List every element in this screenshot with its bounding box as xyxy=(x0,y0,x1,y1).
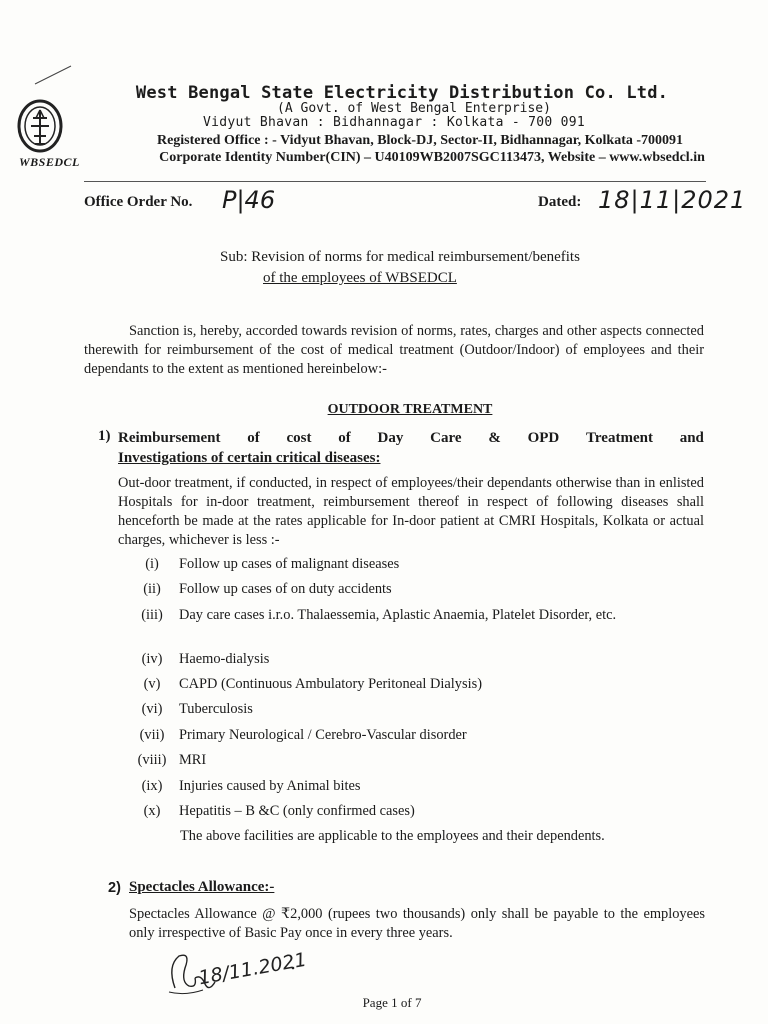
list-item-text: Injuries caused by Animal bites xyxy=(179,778,361,794)
list-item-number: (x) xyxy=(143,803,161,819)
cin-line: Corporate Identity Number(CIN) – U40109WB2007SGC113473, Website – www.wbsedcl.in xyxy=(159,150,705,165)
list-item-number: (ix) xyxy=(141,778,163,794)
header-divider xyxy=(84,181,706,182)
list-item-number: (vii) xyxy=(139,727,165,743)
section-1-heading-line-2: Investigations of certain critical diseases: xyxy=(118,450,381,466)
section-2-number: 2) xyxy=(108,880,121,896)
order-date: 18|11|2021 xyxy=(598,186,747,214)
list-item-text: Tuberculosis xyxy=(179,701,253,717)
list-item-text: Follow up cases of malignant diseases xyxy=(179,556,400,572)
section-2-body: Spectacles Allowance @ ₹2,000 (rupees two thousands) only shall be payable to the employees only irrespective of Basic Pay once in every three years. xyxy=(129,906,705,941)
heading-word: and xyxy=(679,430,704,446)
section-1-number: 1) xyxy=(98,428,111,444)
list-item-text: Day care cases i.r.o. Thalaessemia, Aplastic Anaemia, Platelet Disorder, etc. xyxy=(179,607,617,623)
section-title: OUTDOOR TREATMENT xyxy=(327,402,493,417)
page-number xyxy=(0,995,768,1011)
list-item-number: (iii) xyxy=(141,607,163,623)
subject-line-1: Sub: Revision of norms for medical reimbursement/benefits xyxy=(220,249,580,265)
company-address: Vidyut Bhavan : Bidhannagar : Kolkata - 700 091 xyxy=(203,115,585,130)
list-item-text: MRI xyxy=(179,752,207,768)
page-label: Page xyxy=(362,995,392,1010)
office-order-label: Office Order No. xyxy=(84,194,193,210)
heading-word: Care xyxy=(430,430,462,446)
section-2-heading: Spectacles Allowance:- xyxy=(129,879,275,895)
list-item-text: Follow up cases of on duty accidents xyxy=(179,581,392,597)
section-1-heading-line-1 xyxy=(118,428,704,448)
intro-paragraph: Sanction is, hereby, accorded towards revision of norms, rates, charges and other aspects connected therewith for reimbursement of the cost of medical treatment (Outdoor/Indoor) of employees and their dependants to the extent as mentioned hereinbelow:- xyxy=(84,323,704,377)
current-page: 1 xyxy=(391,995,398,1010)
total-pages: 7 xyxy=(414,995,422,1010)
heading-word: of xyxy=(338,430,351,446)
list-item-number: (viii) xyxy=(137,752,167,768)
company-name: West Bengal State Electricity Distribution Co. Ltd. xyxy=(135,83,669,103)
heading-word: OPD xyxy=(527,430,560,446)
list-item-text: Primary Neurological / Cerebro-Vascular disorder xyxy=(179,727,467,743)
heading-word: Day xyxy=(377,430,404,446)
heading-word: of xyxy=(247,430,260,446)
list-item-number: (iv) xyxy=(141,651,163,667)
dated-label: Dated: xyxy=(538,194,582,210)
list-item-number: (i) xyxy=(145,556,159,572)
section-1-heading xyxy=(118,428,704,468)
list-item-number: (ii) xyxy=(143,581,161,597)
list-item-text: Hepatitis – B &C (only confirmed cases) xyxy=(179,803,415,819)
list-item-number: (vi) xyxy=(141,701,163,717)
signature-date: 18/11.2021 xyxy=(196,948,309,990)
logo-text: WBSEDCL xyxy=(19,155,80,169)
list-item-text: CAPD (Continuous Ambulatory Peritoneal Dialysis) xyxy=(179,676,482,692)
list-item-number: (v) xyxy=(143,676,161,692)
section-1-body: Out-door treatment, if conducted, in respect of employees/their dependants otherwise than in enlisted Hospitals for in-door treatment, reimbursement thereof in respect of following diseases shall henceforth be made at the rates applicable for In-door patient at CMRI Hospitals, Kolkata or actual charges, whichever is less :- xyxy=(118,475,704,548)
office-order-number: P|46 xyxy=(222,186,276,214)
heading-word: Treatment xyxy=(586,430,653,446)
heading-word: Reimbursement xyxy=(118,430,221,446)
registered-office: Registered Office : - Vidyut Bhavan, Block-DJ, Sector-II, Bidhannagar, Kolkata -700091 xyxy=(156,133,684,148)
heading-word: cost xyxy=(286,430,312,446)
heading-word: & xyxy=(488,430,501,446)
section-1-applicability-note: The above facilities are applicable to the employees and their dependents. xyxy=(180,828,605,844)
govt-enterprise-line: (A Govt. of West Bengal Enterprise) xyxy=(277,101,551,116)
subject-line-2: of the employees of WBSEDCL xyxy=(263,270,457,286)
list-item-text: Haemo-dialysis xyxy=(179,651,270,667)
page-of-label: of xyxy=(397,995,415,1010)
